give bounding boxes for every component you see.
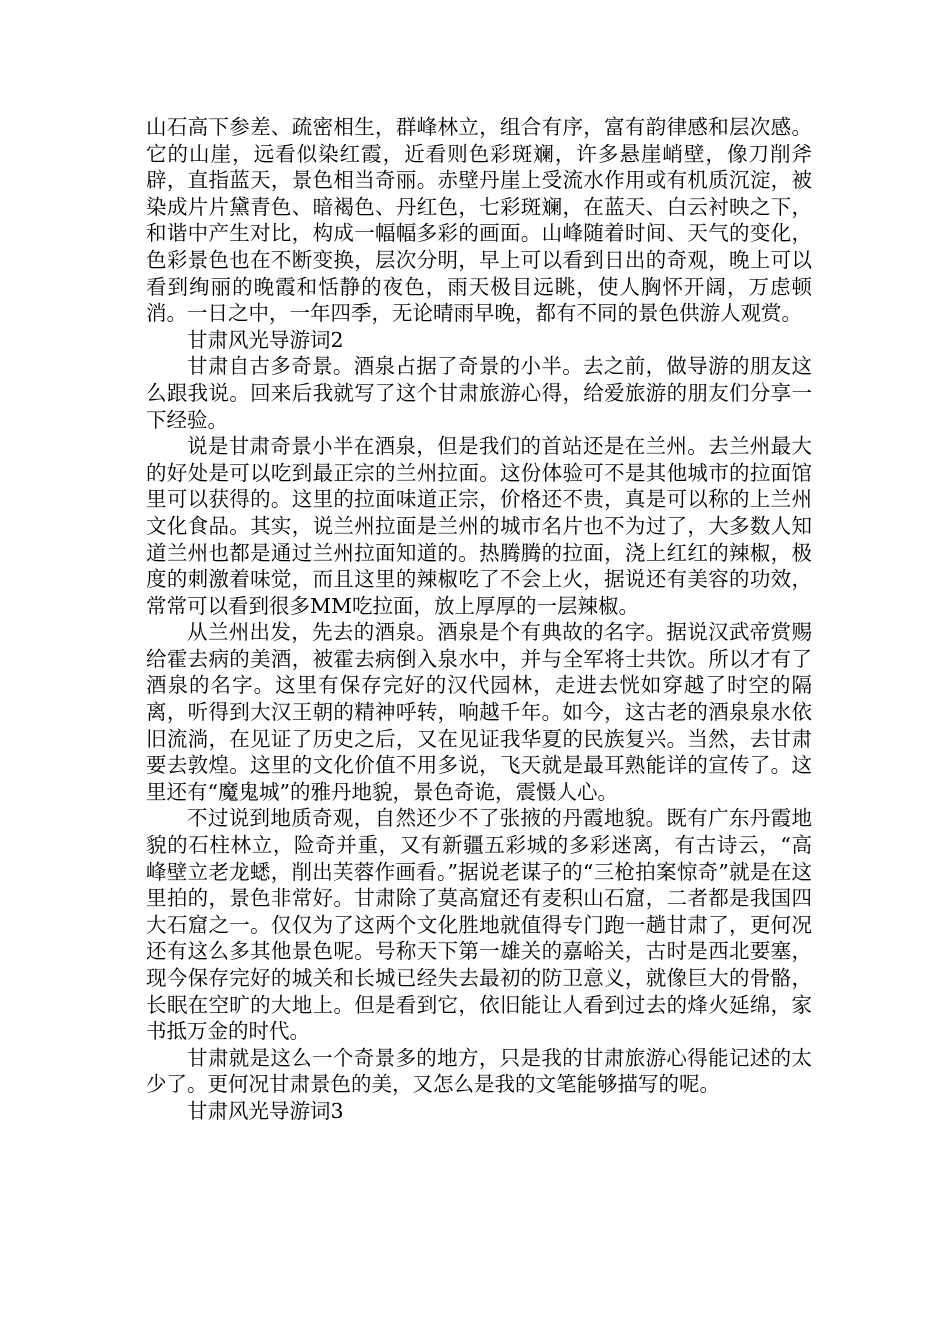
- paragraph-zhangye: 不过说到地质奇观，自然还少不了张掖的丹霞地貌。既有广东丹霞地貌的石柱林立，险奇并重，又有新疆五彩城的多彩迷离，有古诗云，“高峰壁立老龙蟋，削出芙蓉作画看。”据说老谋子的“三枪拍案惊奇”就是在这里拍的，景色非常好。甘肃除了莫高窟还有麦积山石窟，二者都是我国四大石窟之一。仅仅为了这两个文化胜地就值得专门跑一趟甘肃了，更何况还有这么多其他景色呢。号称天下第一雄关的嘉峪关，古时是西北要塞，现今保存完好的城关和长城已经失去最初的防卫意义，就像巨大的骨骼，长眠在空旷的大地上。但是看到它，依旧能让人看到过去的烽火延绵，家书抵万金的时代。: [146, 806, 812, 1044]
- document-body: [146, 114, 812, 1125]
- paragraph-lanzhou: 说是甘肃奇景小半在酒泉，但是我们的首站还是在兰州。去兰州最大的好处是可以吃到最正宗的兰州拉面。这份体验可不是其他城市的拉面馆里可以获得的。这里的拉面味道正宗，价格还不贵，真是可以称的上兰州文化食品。其实，说兰州拉面是兰州的城市名片也不为过了，大多数人知道兰州也都是通过兰州拉面知道的。热腾腾的拉面，浇上红红的辣椒，极度的刺激着味觉，而且这里的辣椒吃了不会上火，据说还有美容的功效，常常可以看到很多MM吃拉面，放上厚厚的一层辣椒。: [146, 434, 812, 618]
- paragraph-conclusion: 甘肃就是这么一个奇景多的地方，只是我的甘肃旅游心得能记述的太少了。更何况甘肃景色的美，又怎么是我的文笔能够描写的呢。: [146, 1045, 812, 1097]
- section-heading-3: 甘肃风光导游词3: [187, 1098, 344, 1123]
- paragraph-jiuquan: 从兰州出发，先去的酒泉。酒泉是个有典故的名字。据说汉武帝赏赐给霍去病的美酒，被霍去病倒入泉水中，并与全军将士共饮。所以才有了酒泉的名字。这里有保存完好的汉代园林，走进去恍如穿越了时空的隔离，听得到大汉王朝的精神呼转，响越千年。如今，这古老的酒泉泉水依旧流淌，在见证了历史之后，又在见证我华夏的民族复兴。当然，去甘肃要去敦煌。这里的文化价值不用多说，飞天就是最耳熟能详的宣传了。这里还有“魔鬼城”的雅丹地貌，景色奇诡，震慑人心。: [146, 620, 812, 804]
- paragraph-intro: 甘肃自古多奇景。酒泉占据了奇景的小半。去之前，做导游的朋友这么跟我说。回来后我就写了这个甘肃旅游心得，给爱旅游的朋友们分享一下经验。: [146, 354, 812, 432]
- section-heading-2: 甘肃风光导游词2: [187, 327, 344, 352]
- paragraph-danxia-continuation: 山石高下参差、疏密相生，群峰林立，组合有序，富有韵律感和层次感。它的山崖，远看似染红霞，近看则色彩斑斓，许多悬崖峭壁，像刀削斧辟，直指蓝天，景色相当奇丽。赤壁丹崖上受流水作用或有机质沉淀，被染成片片黛青色、暗褐色、丹红色，七彩斑斓，在蓝天、白云衬映之下，和谐中产生对比，构成一幅幅多彩的画面。山峰随着时间、天气的变化，色彩景色也在不断变换，层次分明，早上可以看到日出的奇观，晚上可以看到绚丽的晚霞和恬静的夜色，雨天极目远眺，使人胸怀开阔，万虑顿消。一日之中，一年四季，无论晴雨早晚，都有不同的景色供游人观赏。: [146, 115, 812, 326]
